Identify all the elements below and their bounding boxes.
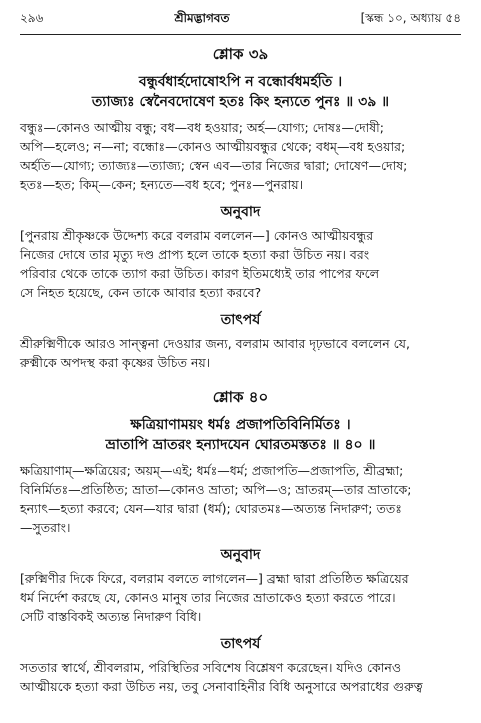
chapter-location: [স্কন্ধ ১০, অধ্যায় ৫৪ xyxy=(360,11,461,25)
header-rule xyxy=(20,34,461,35)
verse-40-title: শ্লোক ৪০ xyxy=(212,388,269,406)
synonyms-line: ক্ষত্রিয়াণাম্—ক্ষত্রিয়ের; অয়ম্—এই; ধর্মঃ—ধর্ম; প্রজাপতি—প্রজাপতি, শ্রীব্রহ্মা; xyxy=(20,463,404,478)
page-header xyxy=(20,10,461,30)
translation-line: পরিবার থেকে তাকে ত্যাগ করা উচিত। কারণ ইতিমধ্যেই তার পাপের ফলে xyxy=(20,266,380,281)
translation-line: নিজের দোষে তার মৃত্যু দণ্ড প্রাপ্য হলে তাকে হত্যা করা উচিত নয়। বরং xyxy=(20,247,370,262)
synonyms-line: —সুতরাং। xyxy=(20,520,71,535)
verse-39-title: শ্লোক ৩৯ xyxy=(212,45,269,63)
verse-40-translation-heading: অনুবাদ xyxy=(220,547,261,563)
synonyms-line: অর্হতি—যোগ্য; ত্যাজ্যঃ—ত্যাজ্য; স্বেন এব—তার নিজের দ্বারা; দোষেণ—দোষ; xyxy=(20,158,408,173)
purport-line: আত্মীয়কে হত্যা করা উচিত নয়, তবু সেনাবাহিনীর বিধি অনুসারে অপরাধের গুরুত্ব xyxy=(20,679,423,694)
verse-39-purport-heading: তাৎপর্য xyxy=(220,312,261,328)
synonyms-line: হন্যাৎ—হত্যা করবে; যেন—যার দ্বারা (ধর্ম); ঘোরতমঃ—অত্যন্ত নিদারুণ; ততঃ xyxy=(20,501,402,516)
verse-39-translation xyxy=(20,226,461,302)
verse-40-line-1: ক্ষত্রিয়াণাময়ং ধর্মঃ প্রজাপতিবিনির্মিতঃ । xyxy=(130,417,351,433)
verse-40-translation xyxy=(20,569,461,626)
verse-40-synonyms xyxy=(20,461,461,537)
verse-39-synonyms xyxy=(20,118,461,194)
purport-line: সততার স্বার্থে, শ্রীবলরাম, পরিস্থিতির সবিশেষ বিশ্লেষণ করেছেন। যদিও কোনও xyxy=(20,660,402,675)
verse-39-purport xyxy=(20,334,461,372)
translation-line: [পুনরায় শ্রীকৃষ্ণকে উদ্দেশ্য করে বলরাম বললেন—] কোনও আত্মীয়বন্ধুর xyxy=(20,228,374,243)
verse-40-purport xyxy=(20,658,461,696)
verse-39-translation-heading: অনুবাদ xyxy=(220,204,261,220)
verse-39-line-2: ত্যাজ্যঃ স্বেনৈবদোষেণ হতঃ কিং হন্যতে পুনঃ ॥ ৩৯ ॥ xyxy=(91,94,390,110)
synonyms-line: অপি—হলেও; ন—না; বন্ধোঃ—কোনও আত্মীয়বন্ধুর থেকে; বধম্—বধ হওয়ার; xyxy=(20,139,406,154)
synonyms-line: বন্ধুঃ—কোনও আত্মীয় বন্ধু; বধ—বধ হওয়ার; অর্হ—যোগ্য; দোষঃ—দোষী; xyxy=(20,120,384,135)
translation-line: [রুক্মিণীর দিকে ফিরে, বলরাম বলতে লাগলেন—] ব্রহ্মা দ্বারা প্রতিষ্ঠিত ক্ষত্রিয়ের xyxy=(20,571,409,586)
page-number: ২৯৬ xyxy=(20,11,44,25)
synonyms-line: হতঃ—হত; কিম্—কেন; হন্যতে—বধ হবে; পুনঃ—পুনরায়। xyxy=(20,177,304,192)
verse-40-line-2: ভ্রাতাপি ভ্রাতরং হন্যাদযেন ঘোরতমস্ততঃ ॥ ৪০ ॥ xyxy=(105,437,376,453)
synonyms-line: বিনির্মিতঃ—প্রতিষ্ঠিত; ভ্রাতা—কোনও ভ্রাতা; অপি—ও; ভ্রাতরম্—তার ভ্রাতাকে; xyxy=(20,482,412,497)
translation-line: সেটি বাস্তবিকই অত্যন্ত নিদারুণ বিধি। xyxy=(20,609,202,624)
verse-40-purport-heading: তাৎপর্য xyxy=(220,636,261,652)
translation-line: সে নিহত হয়েছে, কেন তাকে আবার হত্যা করবে? xyxy=(20,285,262,300)
translation-line: ধর্ম নির্দেশ করছে যে, কোনও মানুষ তার নিজের ভ্রাতাকেও হত্যা করতে পারে। xyxy=(20,590,396,605)
purport-line: রুক্মীকে অপদস্থ করা কৃষ্ণের উচিত নয়। xyxy=(20,355,211,370)
purport-line: শ্রীরুক্মিণীকে আরও সান্ত্বনা দেওয়ার জন্য, বলরাম আবার দৃঢ়ভাবে বললেন যে, xyxy=(20,336,410,351)
book-title: শ্রীমদ্ভাগবত xyxy=(174,11,230,25)
verse-39-line-1: বন্ধুর্বধার্হদোষোঽপি ন বন্ধোর্বধমর্হতি । xyxy=(138,74,343,90)
book-page xyxy=(0,10,481,723)
